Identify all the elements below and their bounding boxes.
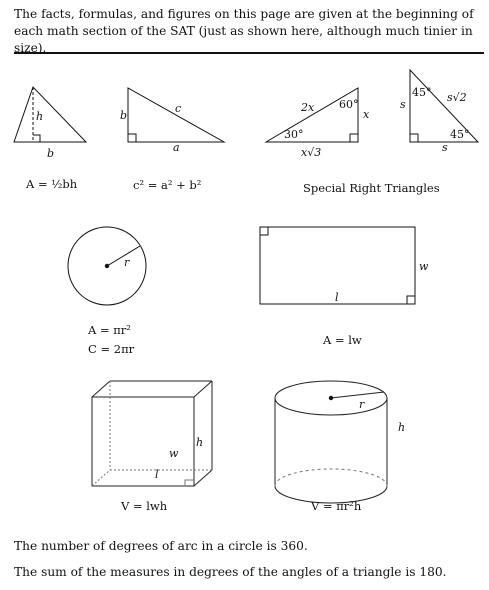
t45-base-label: s [442,141,448,154]
triangle-height-label: h [36,110,44,123]
box-w-label: w [169,447,179,460]
circle-circumference-formula: C = 2πr [88,342,135,356]
special-triangles-title: Special Right Triangles [303,181,440,195]
t30-side-right-label: x [363,108,370,121]
right-triangle-b-label: b [120,109,128,122]
triangle-base-label: b [47,147,55,160]
rectangle-area-formula: A = lw [323,333,362,347]
cylinder-h-label: h [398,421,406,434]
triangle-area-formula: A = ½bh [26,177,78,191]
circle-radius-label: r [124,256,130,269]
right-triangle-c-label: c [175,102,182,115]
box-h-label: h [196,436,204,449]
t30-angle-left-label: 30° [284,128,304,141]
t45-side-left-label: s [400,98,406,111]
t45-hyp-label: s√2 [447,91,467,104]
t30-base-label: x√3 [301,146,322,159]
t30-angle-top-label: 60° [339,98,359,111]
t45-angle-top-label: 45° [412,86,432,99]
cylinder-center-dot [329,396,333,400]
box-volume-formula: V = lwh [121,499,168,513]
box-l-label: l [155,468,159,481]
pythagorean-formula: c² = a² + b² [133,178,202,192]
t30-hyp-label: 2x [301,101,315,114]
right-triangle-figure [128,88,224,142]
fact-circle-degrees: The number of degrees of arc in a circle is 360. [14,539,308,553]
fact-triangle-angles: The sum of the measures in degrees of the angles of a triangle is 180. [14,565,447,579]
triangle-figure [14,87,86,142]
rectangle-w-label: w [419,260,429,273]
t45-angle-right-label: 45° [450,128,470,141]
box-figure [92,381,212,486]
cylinder-volume-formula: V = πr²h [311,499,362,513]
circle-center-dot [105,264,109,268]
intro-text: The facts, formulas, and figures on this page are given at the beginning of each math section of the SAT (just as shown here, although much tinier in size). [14,7,474,55]
cylinder-r-label: r [359,398,365,411]
special-triangle-30-60-90 [266,88,358,142]
right-triangle-a-label: a [173,141,180,154]
rectangle-l-label: l [335,291,339,304]
circle-area-formula: A = πr² [88,323,131,337]
